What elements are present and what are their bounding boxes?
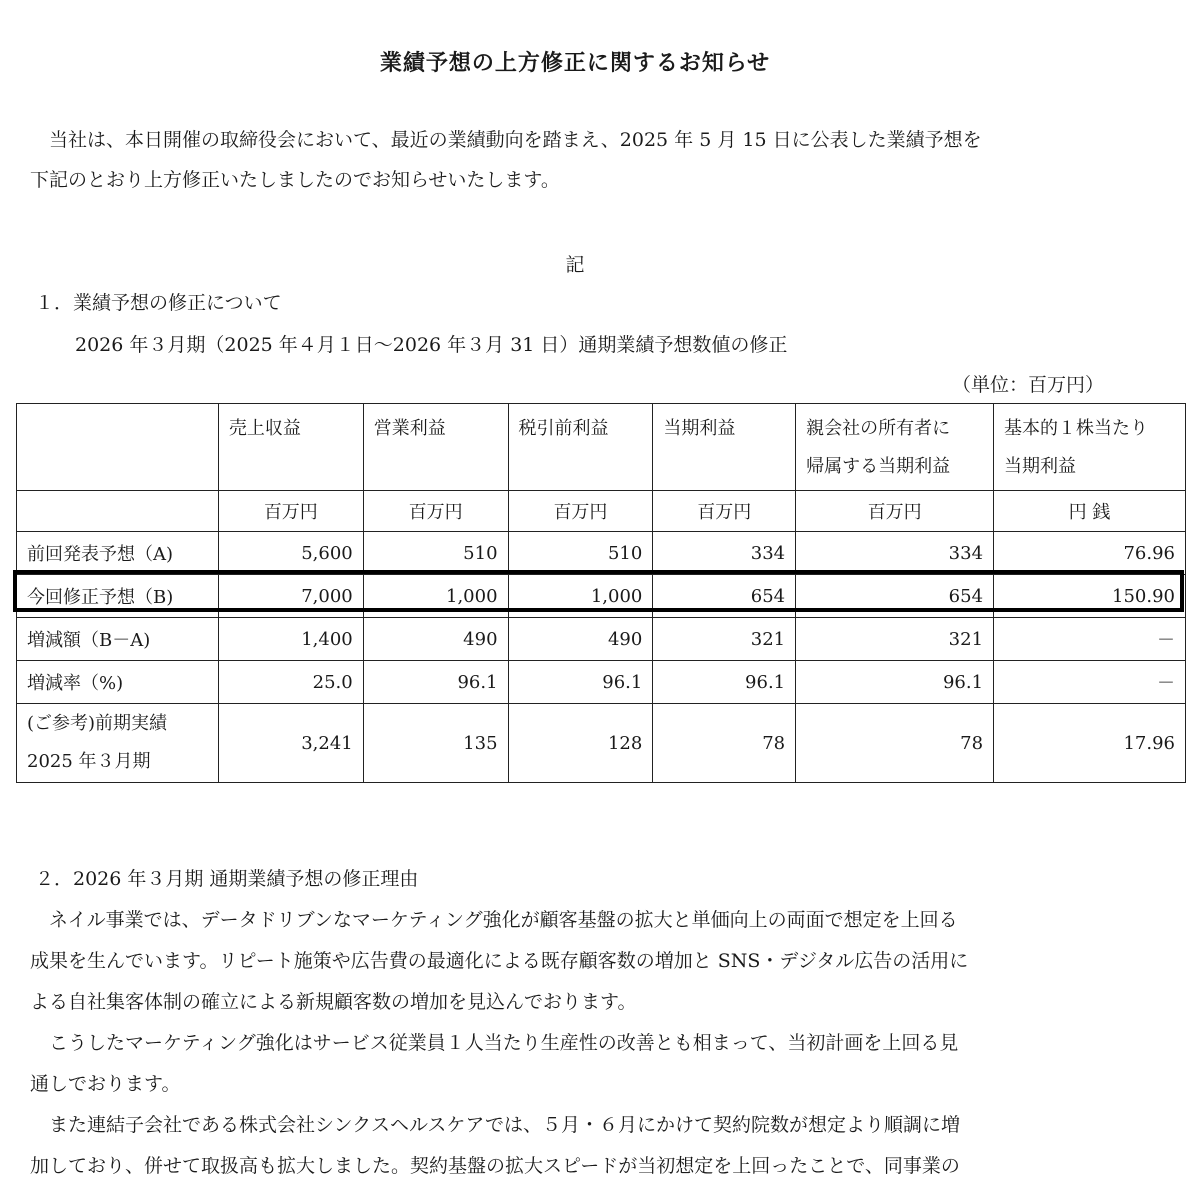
unit-cell: 百万円 bbox=[796, 491, 994, 532]
unit-cell: 百万円 bbox=[508, 491, 653, 532]
units-empty-cell bbox=[17, 491, 219, 532]
value-cell: 490 bbox=[508, 618, 653, 661]
unit-cell: 百万円 bbox=[653, 491, 796, 532]
table-row-revised-forecast bbox=[17, 575, 1186, 618]
value-cell: 128 bbox=[508, 704, 653, 783]
value-cell: 7,000 bbox=[218, 575, 363, 618]
value-cell: 17.96 bbox=[994, 704, 1186, 783]
section2-line: ネイル事業では、データドリブンなマーケティング強化が顧客基盤の拡大と単価向上の両面で想定を上回る bbox=[30, 909, 958, 931]
row-label bbox=[17, 704, 219, 783]
row-label: 増減率（%) bbox=[17, 661, 219, 704]
unit-cell: 百万円 bbox=[218, 491, 363, 532]
value-cell: － bbox=[994, 661, 1186, 704]
section2-line: 通しでおります。 bbox=[30, 1073, 181, 1095]
section2-line: 成果を生んでいます。リピート施策や広告費の最適化による既存顧客数の増加と SNS・デジタル広告の活用に bbox=[30, 950, 969, 972]
intro-line-2: 下記のとおり上方修正いたしましたのでお知らせいたします。 bbox=[30, 169, 560, 191]
header-operating-profit: 営業利益 bbox=[363, 404, 508, 491]
row-label-line2: 2025 年３月期 bbox=[27, 751, 151, 772]
value-cell: 78 bbox=[653, 704, 796, 783]
value-cell: 25.0 bbox=[218, 661, 363, 704]
section2-body bbox=[30, 900, 1140, 1187]
header-owners-profit-line1: 親会社の所有者に bbox=[806, 418, 951, 439]
section2-line: また連結子会社である株式会社シンクスヘルスケアでは、５月・６月にかけて契約院数が想定より順調に増 bbox=[30, 1114, 960, 1136]
value-cell: 1,000 bbox=[363, 575, 508, 618]
section2-line: よる自社集客体制の確立による新規顧客数の増加を見込んでおります。 bbox=[30, 991, 637, 1013]
value-cell: 510 bbox=[508, 532, 653, 575]
ki-heading: 記 bbox=[565, 254, 585, 276]
value-cell: 150.90 bbox=[994, 575, 1186, 618]
table-row-prior-year-actual bbox=[17, 704, 1186, 783]
value-cell: 96.1 bbox=[653, 661, 796, 704]
intro-line-1: 当社は、本日開催の取締役会において、最近の業績動向を踏まえ、2025 年 5 月 15 日に公表した業績予想を bbox=[30, 129, 982, 151]
table-row-change-amount bbox=[17, 618, 1186, 661]
unit-cell: 円 銭 bbox=[994, 491, 1186, 532]
value-cell: 96.1 bbox=[508, 661, 653, 704]
header-pretax-profit: 税引前利益 bbox=[508, 404, 653, 491]
value-cell: 490 bbox=[363, 618, 508, 661]
header-revenue: 売上収益 bbox=[218, 404, 363, 491]
header-empty-cell bbox=[17, 404, 219, 491]
forecast-table bbox=[16, 403, 1186, 783]
value-cell: 334 bbox=[796, 532, 994, 575]
section1-subheading: 2026 年３月期（2025 年４月１日～2026 年３月 31 日）通期業績予想数値の修正 bbox=[75, 334, 788, 356]
header-eps bbox=[994, 404, 1186, 491]
value-cell: 334 bbox=[653, 532, 796, 575]
header-eps-line1: 基本的１株当たり bbox=[1004, 418, 1149, 439]
table-header-row bbox=[17, 404, 1186, 491]
value-cell: 5,600 bbox=[218, 532, 363, 575]
table-units-row bbox=[17, 491, 1186, 532]
value-cell: 78 bbox=[796, 704, 994, 783]
value-cell: 135 bbox=[363, 704, 508, 783]
header-net-profit: 当期利益 bbox=[653, 404, 796, 491]
intro-paragraph bbox=[30, 120, 1130, 200]
row-label: 増減額（B－A) bbox=[17, 618, 219, 661]
value-cell: 96.1 bbox=[363, 661, 508, 704]
unit-cell: 百万円 bbox=[363, 491, 508, 532]
unit-note: （単位：百万円） bbox=[951, 374, 1104, 396]
value-cell: 654 bbox=[653, 575, 796, 618]
value-cell: 1,000 bbox=[508, 575, 653, 618]
value-cell: 1,400 bbox=[218, 618, 363, 661]
value-cell: 321 bbox=[796, 618, 994, 661]
row-label: 今回修正予想（B) bbox=[17, 575, 219, 618]
value-cell: 510 bbox=[363, 532, 508, 575]
section2-line: こうしたマーケティング強化はサービス従業員１人当たり生産性の改善とも相まって、当初計画を上回る見 bbox=[30, 1032, 959, 1054]
table-row-previous-forecast bbox=[17, 532, 1186, 575]
section2-heading: ２．2026 年３月期 通期業績予想の修正理由 bbox=[35, 868, 419, 890]
section1-heading: １．業績予想の修正について bbox=[35, 292, 282, 314]
header-owners-profit-line2: 帰属する当期利益 bbox=[806, 456, 951, 477]
row-label-line1: (ご参考)前期実績 bbox=[27, 713, 168, 734]
value-cell: 76.96 bbox=[994, 532, 1186, 575]
value-cell: － bbox=[994, 618, 1186, 661]
document-title: 業績予想の上方修正に関するお知らせ bbox=[379, 51, 771, 76]
section2-line: 加しており、併せて取扱高も拡大しました。契約基盤の拡大スピードが当初想定を上回ったことで、同事業の bbox=[30, 1155, 960, 1177]
table-row-change-rate bbox=[17, 661, 1186, 704]
row-label: 前回発表予想（A) bbox=[17, 532, 219, 575]
value-cell: 321 bbox=[653, 618, 796, 661]
value-cell: 3,241 bbox=[218, 704, 363, 783]
header-eps-line2: 当期利益 bbox=[1004, 456, 1077, 477]
header-owners-profit bbox=[796, 404, 994, 491]
value-cell: 654 bbox=[796, 575, 994, 618]
value-cell: 96.1 bbox=[796, 661, 994, 704]
